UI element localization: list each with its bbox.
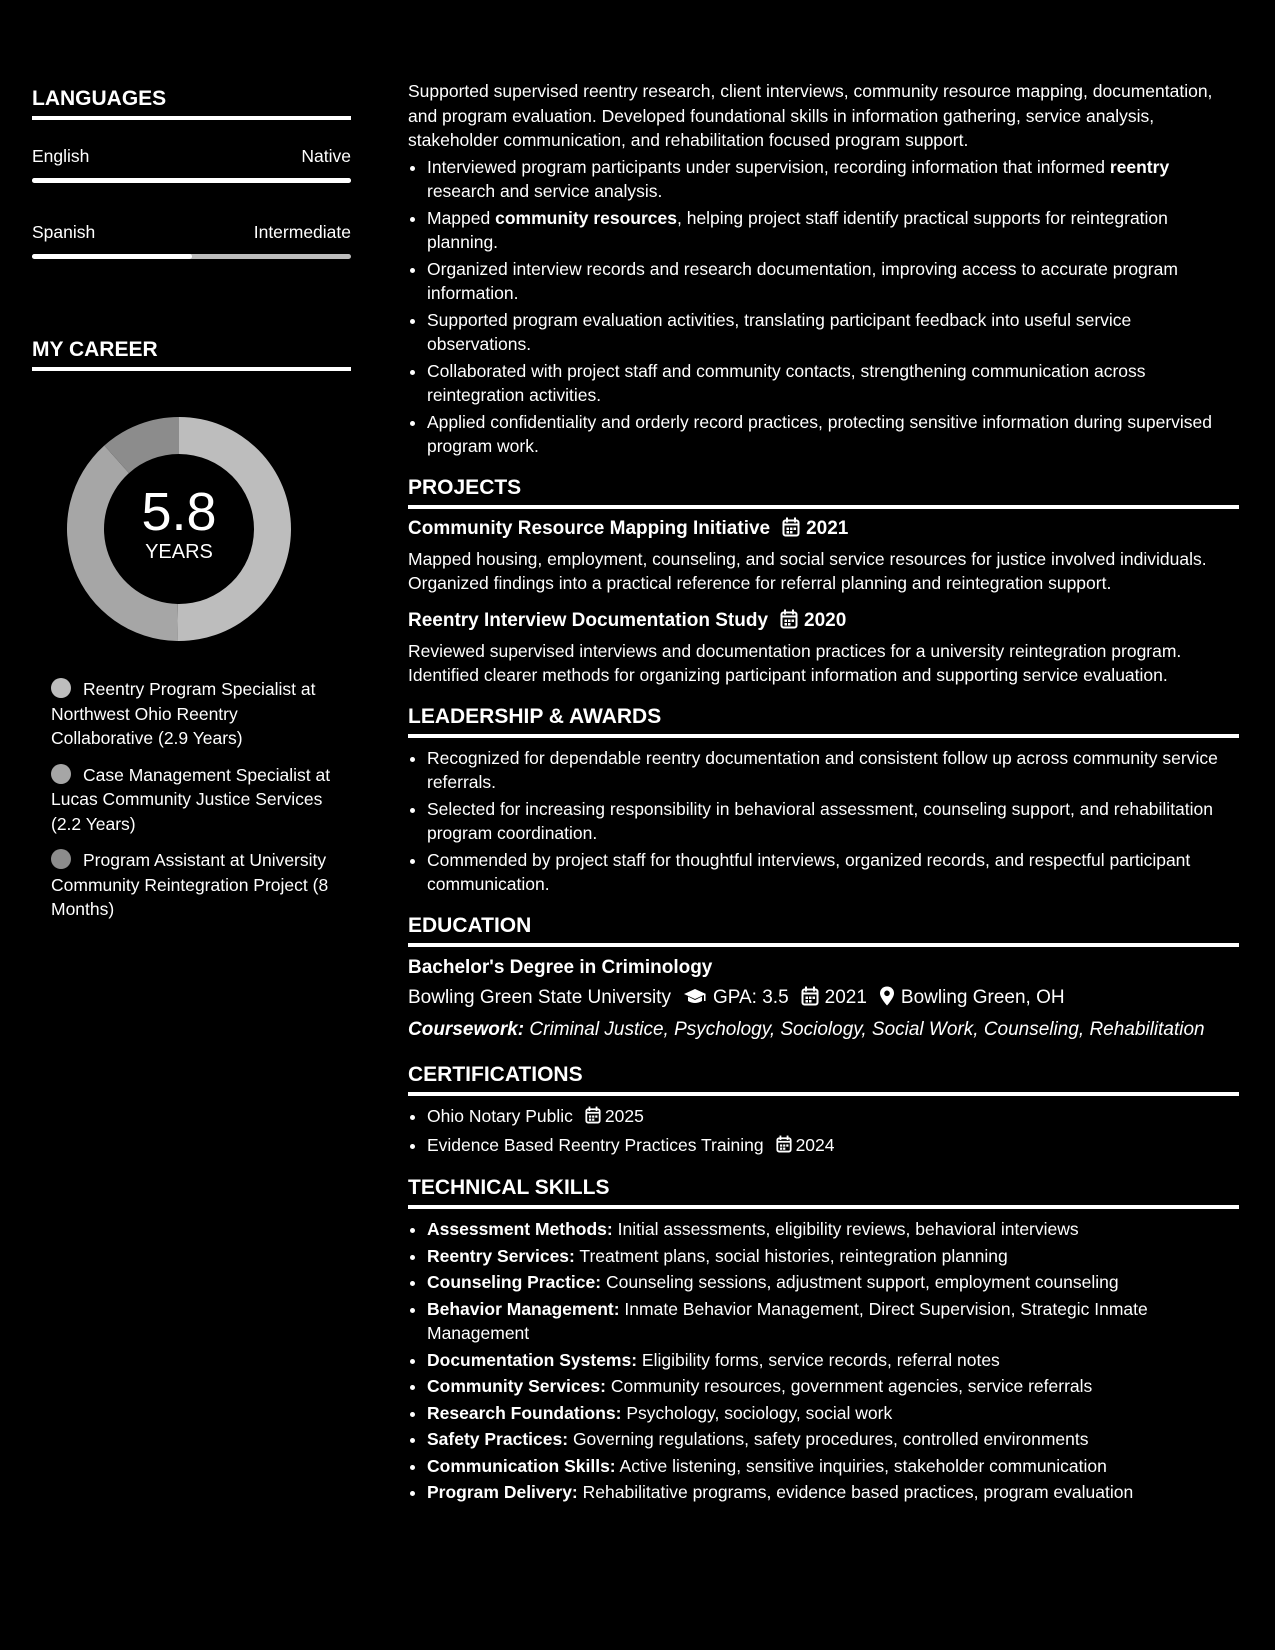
bullet-bold: community resources — [495, 207, 677, 228]
calendar-icon — [776, 1135, 792, 1160]
skill-text: Initial assessments, eligibility reviews, behavioral interviews — [617, 1219, 1079, 1239]
certification-name: Ohio Notary Public — [427, 1106, 573, 1126]
gpa: GPA: 3.5 — [712, 986, 789, 1008]
project-title: Reentry Interview Documentation Study — [408, 609, 769, 631]
bullet-text: research and service analysis. — [427, 181, 663, 201]
skill-text: Community resources, government agencies, service referrals — [610, 1376, 1093, 1396]
skill-label: Safety Practices: — [427, 1429, 569, 1449]
skill-label: Behavior Management: — [427, 1298, 620, 1319]
location-pin-icon — [879, 986, 895, 1014]
language-proficiency-bar — [32, 254, 351, 259]
language-name: Spanish — [32, 222, 96, 242]
career-role: Reentry Program Specialist at Northwest Ohio Reentry Collaborative (2.9 Years) — [51, 679, 316, 748]
career-divider — [32, 367, 351, 371]
skill-text: Treatment plans, social histories, reintegration planning — [579, 1245, 1008, 1266]
skill-label: Counseling Practice: — [427, 1272, 602, 1292]
career-legend-item — [51, 677, 336, 751]
language-proficiency-fill — [32, 178, 351, 183]
legend-dot — [51, 678, 71, 698]
skill-label: Assessment Methods: — [427, 1219, 613, 1239]
degree-title: Bachelor's Degree in Criminology — [408, 956, 713, 978]
main-content — [408, 79, 1239, 1507]
skills-section — [408, 1175, 1239, 1505]
experience-bullet — [427, 308, 1239, 357]
leadership-list — [408, 746, 1239, 897]
certification-year: 2024 — [795, 1134, 835, 1155]
education-meta — [408, 985, 1239, 1014]
leadership-item: • Recognized for dependable reentry documentation and consistent follow up across community service referrals. — [427, 746, 1239, 795]
legend-dot — [51, 764, 71, 784]
experience-bullet — [427, 206, 1239, 255]
experience-summary: Supported supervised reentry research, client interviews, community resource mapping, documentation, and program evaluation. Developed foundational skills in information gathering, service analysis, stakeholder communication, and rehabilitation focused program support. — [408, 81, 1213, 150]
languages-divider — [32, 116, 351, 120]
languages-heading: LANGUAGES — [32, 87, 167, 110]
skill-item — [427, 1270, 1239, 1295]
certifications-heading: CERTIFICATIONS — [408, 1063, 583, 1086]
graduation-cap-icon — [683, 988, 707, 1014]
calendar-icon — [585, 1106, 601, 1131]
bullet-text: Supported program evaluation activities, translating participant feedback into useful service observations. — [427, 309, 1132, 354]
project-year: 2020 — [804, 609, 847, 631]
certification-item — [427, 1104, 1239, 1131]
skill-label: Community Services: — [427, 1376, 606, 1396]
experience-bullet — [427, 257, 1239, 306]
skill-text: Inmate Behavior Management, Direct Supervision, Strategic Inmate Management — [427, 1298, 1148, 1343]
education-section — [408, 913, 1239, 1043]
skill-item — [427, 1401, 1239, 1426]
coursework-label: Coursework: — [408, 1018, 525, 1040]
skill-text: Active listening, sensitive inquiries, stakeholder communication — [619, 1455, 1107, 1476]
skills-heading: TECHNICAL SKILLS — [408, 1176, 610, 1199]
certifications-section — [408, 1062, 1239, 1159]
skill-label: Documentation Systems: — [427, 1349, 638, 1370]
experience-bullets — [408, 155, 1239, 459]
language-level: Native — [301, 146, 351, 166]
education-divider — [408, 943, 1239, 947]
project-description: Mapped housing, employment, counseling, and social service resources for justice involved individuals. Organized findings into a practical reference for referral planning and reintegration support. — [408, 548, 1207, 593]
language-level: Intermediate — [253, 222, 351, 242]
coursework — [408, 1018, 1239, 1043]
language-name: English — [32, 146, 90, 166]
skill-label: Program Delivery: — [427, 1482, 578, 1502]
language-proficiency-fill — [32, 254, 192, 259]
skill-item — [427, 1427, 1239, 1452]
leadership-item: • Commended by project staff for thoughtful interviews, organized records, and respectful participant communication. — [427, 848, 1239, 897]
bullet-text: Collaborated with project staff and community contacts, strengthening communication across reintegration activities. — [427, 360, 1146, 405]
leadership-heading: LEADERSHIP & AWARDS — [408, 704, 662, 728]
skill-label: Research Foundations: — [427, 1402, 622, 1423]
project-title: Community Resource Mapping Initiative — [408, 517, 771, 539]
sidebar — [32, 86, 351, 934]
bullet-text: Interviewed program participants under supervision, recording information that informed — [427, 156, 1110, 177]
calendar-icon — [782, 517, 800, 545]
language-item-spanish — [32, 221, 351, 259]
experience-bullet — [427, 155, 1239, 204]
career-heading: MY CAREER — [32, 338, 158, 361]
certification-name: Evidence Based Reentry Practices Training — [427, 1134, 764, 1155]
skills-list — [408, 1217, 1239, 1505]
skill-text: Governing regulations, safety procedures, controlled environments — [572, 1429, 1089, 1449]
projects-section — [408, 475, 1239, 688]
skill-item — [427, 1244, 1239, 1269]
skill-text: Rehabilitative programs, evidence based practices, program evaluation — [582, 1482, 1134, 1502]
career-donut-chart — [64, 414, 294, 644]
skill-item — [427, 1374, 1239, 1399]
language-item-english — [32, 145, 351, 183]
language-proficiency-bar — [32, 178, 351, 183]
project-year: 2021 — [806, 517, 849, 539]
certifications-divider — [408, 1092, 1239, 1096]
career-legend-item — [51, 848, 336, 922]
career-total-years: 5.8 — [141, 482, 217, 542]
skill-text: Counseling sessions, adjustment support, employment counseling — [605, 1272, 1119, 1292]
bullet-text: Organized interview records and research documentation, improving access to accurate program information. — [427, 258, 1178, 303]
bullet-bold: reentry — [1109, 156, 1170, 177]
skill-text: Eligibility forms, service records, referral notes — [641, 1349, 1000, 1370]
bullet-text: , helping project staff identify practical supports for reintegration planning. — [427, 207, 1168, 252]
certifications-list — [408, 1104, 1239, 1159]
career-legend — [51, 677, 336, 922]
leadership-divider — [408, 734, 1239, 738]
project-title-row — [408, 608, 1239, 637]
skill-label: Communication Skills: — [427, 1455, 616, 1476]
skill-item — [427, 1297, 1239, 1346]
leadership-section — [408, 704, 1239, 897]
career-total-unit: YEARS — [145, 541, 213, 563]
calendar-icon — [801, 986, 819, 1014]
skill-item — [427, 1480, 1239, 1505]
bullet-text: Applied confidentiality and orderly record practices, protecting sensitive information during supervised program work. — [427, 411, 1212, 456]
skill-text: Psychology, sociology, social work — [626, 1402, 893, 1423]
school-location: Bowling Green, OH — [900, 986, 1065, 1008]
project-title-row — [408, 516, 1239, 545]
skill-item — [427, 1348, 1239, 1373]
legend-dot — [51, 849, 71, 869]
skill-label: Reentry Services: — [427, 1245, 575, 1266]
school-name: Bowling Green State University — [408, 986, 671, 1008]
leadership-item: • Selected for increasing responsibility in behavioral assessment, counseling support, and rehabilitation program coordination. — [427, 797, 1239, 846]
project-description: Reviewed supervised interviews and documentation practices for a university reintegration program. Identified clearer methods for organizing participant information and supporting service evaluation. — [408, 640, 1182, 685]
career-legend-item — [51, 763, 336, 837]
experience-bullet — [427, 359, 1239, 408]
calendar-icon — [780, 609, 798, 637]
projects-heading: PROJECTS — [408, 475, 522, 499]
skill-item — [427, 1217, 1239, 1242]
certification-year: 2025 — [604, 1106, 644, 1126]
certification-item — [427, 1133, 1239, 1160]
skills-divider — [408, 1205, 1239, 1209]
experience-bullet — [427, 410, 1239, 459]
projects-divider — [408, 505, 1239, 509]
skill-item — [427, 1454, 1239, 1479]
education-heading: EDUCATION — [408, 913, 532, 937]
career-role: Case Management Specialist at Lucas Community Justice Services (2.2 Years) — [51, 764, 331, 834]
graduation-year: 2021 — [824, 986, 867, 1008]
coursework-list: Criminal Justice, Psychology, Sociology, Social Work, Counseling, Rehabilitation — [529, 1018, 1205, 1040]
career-role: Program Assistant at University Community Reintegration Project (8 Months) — [51, 850, 329, 919]
bullet-text: Mapped — [427, 207, 496, 228]
